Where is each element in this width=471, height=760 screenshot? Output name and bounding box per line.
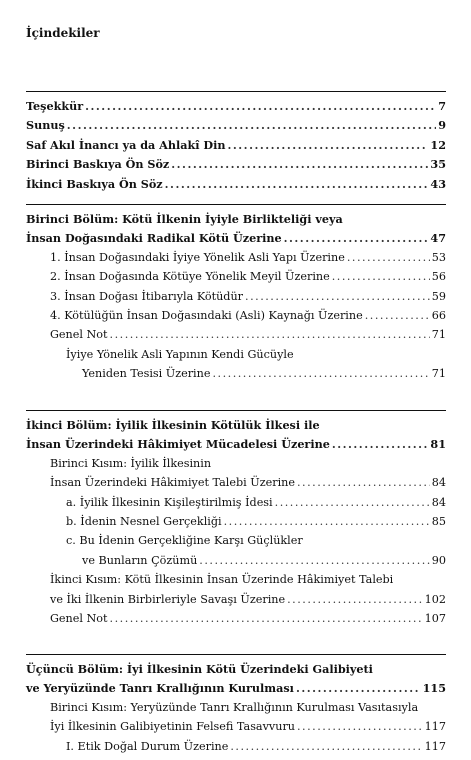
toc-entry[interactable]: Teşekkür ..... 7	[26, 99, 446, 118]
toc-entry-continued: c. Bu İdenin Gerçekliğine Karşı Güçlükler	[66, 534, 303, 548]
toc-entry[interactable]: İnsan Üzerindeki Hâkimiyet Mücadelesi Üzerine ..... 81	[26, 437, 446, 456]
toc-entry[interactable]: ve Yeryüzünde Tanrı Krallığının Kurulması ..... 115	[26, 681, 446, 700]
toc-entry-continued: İkinci Kısım: Kötü İlkesinin İnsan Üzerinde Hâkimiyet Talebi	[50, 573, 394, 587]
toc-entry[interactable]: Genel Not ..... 71	[26, 328, 446, 347]
toc-entry[interactable]: İkinci Baskıya Ön Söz ..... 43	[26, 177, 446, 196]
toc-entry[interactable]: İnsan Üzerindeki Hâkimiyet Talebi Üzerine ..... 84	[26, 476, 446, 495]
toc-heading: İçindekiler	[26, 26, 100, 40]
toc-entry[interactable]: İyi İlkesinin Galibiyetinin Felsefi Tasavvuru ..... 117	[26, 720, 446, 739]
toc-entry[interactable]: b. İdenin Nesnel Gerçekliği ..... 85	[26, 515, 446, 534]
toc-entry[interactable]: Sunuş ..... 9	[26, 118, 446, 137]
toc-entry[interactable]: 1. İnsan Doğasındaki İyiye Yönelik Asli Yapı Üzerine ..... 53	[26, 251, 446, 270]
chapter-title: Üçüncü Bölüm: İyi İlkesinin Kötü Üzerindeki Galibiyeti	[26, 662, 373, 676]
toc-entry[interactable]: Birinci Baskıya Ön Söz ..... 35	[26, 157, 446, 176]
toc-entry-continued: İyiye Yönelik Asli Yapının Kendi Gücüyle	[66, 347, 294, 361]
toc-entry-continued: Birinci Kısım: İyilik İlkesinin	[50, 456, 212, 470]
toc-entry[interactable]: Yeniden Tesisi Üzerine ..... 71	[26, 367, 446, 386]
toc-entry[interactable]: Genel Not ..... 107	[26, 612, 446, 631]
section-divider	[26, 654, 446, 655]
toc-entry[interactable]: ve Bunların Çözümü ..... 90	[26, 554, 446, 573]
toc-entry[interactable]: 4. Kötülüğün İnsan Doğasındaki (Asli) Kaynağı Üzerine ..... 66	[26, 309, 446, 328]
section-divider	[26, 204, 446, 205]
front-matter-section	[26, 91, 446, 196]
toc-entry[interactable]: I. Etik Doğal Durum Üzerine ..... 117	[26, 740, 446, 759]
toc-page	[26, 0, 446, 760]
chapter-title: Birinci Bölüm: Kötü İlkenin İyiyle Birlikteliği veya	[26, 212, 343, 226]
part2-section	[26, 410, 446, 631]
part1-section	[26, 204, 446, 387]
toc-entry[interactable]: 2. İnsan Doğasında Kötüye Yönelik Meyil Üzerine ..... 56	[26, 270, 446, 289]
part3-section	[26, 654, 446, 759]
toc-entry-continued: Birinci Kısım: Yeryüzünde Tanrı Krallığının Kurulması Vasıtasıyla	[50, 700, 419, 714]
toc-entry[interactable]: ve İki İlkenin Birbirleriyle Savaşı Üzerine ..... 102	[26, 593, 446, 612]
section-divider	[26, 410, 446, 411]
chapter-title: İkinci Bölüm: İyilik İlkesinin Kötülük İlkesi ile	[26, 418, 320, 432]
toc-entry[interactable]: İnsan Doğasındaki Radikal Kötü Üzerine ..... 47	[26, 231, 446, 250]
section-divider	[26, 91, 446, 92]
toc-entry[interactable]: a. İyilik İlkesinin Kişileştirilmiş İdesi ..... 84	[26, 496, 446, 515]
toc-entry[interactable]: Saf Akıl İnancı ya da Ahlakî Din ..... 12	[26, 138, 446, 157]
toc-entry[interactable]: 3. İnsan Doğası İtibarıyla Kötüdür ..... 59	[26, 290, 446, 309]
